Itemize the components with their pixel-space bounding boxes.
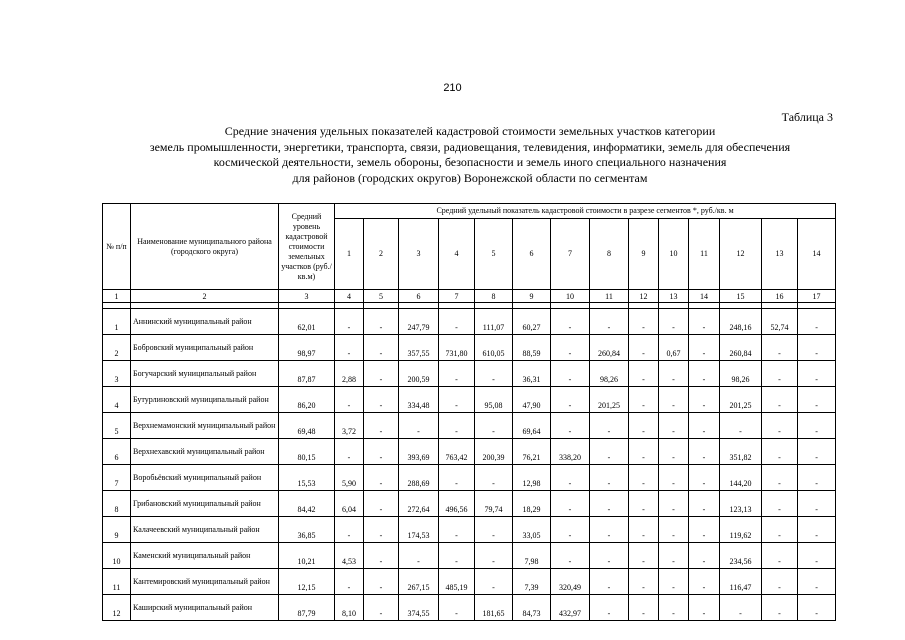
segment-value: - (590, 465, 629, 491)
segment-value: 2,88 (335, 361, 364, 387)
segment-value: - (364, 595, 399, 621)
column-number-3: 3 (279, 290, 335, 303)
segment-header-3: 3 (399, 219, 439, 290)
segment-value: 260,84 (590, 335, 629, 361)
segment-value: - (629, 517, 659, 543)
segment-value: - (659, 387, 689, 413)
segment-value: - (689, 335, 720, 361)
row-number: 11 (103, 569, 131, 595)
segment-value: 357,55 (399, 335, 439, 361)
segment-value: - (364, 309, 399, 335)
segment-value: 763,42 (439, 439, 475, 465)
district-name: Каменский муниципальный район (131, 543, 279, 569)
segment-value: 731,80 (439, 335, 475, 361)
segment-value: - (439, 595, 475, 621)
average-value: 98,97 (279, 335, 335, 361)
segment-value: - (364, 387, 399, 413)
segment-value: - (629, 491, 659, 517)
segment-value: 4,53 (335, 543, 364, 569)
segment-value: - (629, 309, 659, 335)
title-line: для районов (городских округов) Воронежской области по сегментам (292, 170, 648, 185)
district-name: Воробьёвский муниципальный район (131, 465, 279, 491)
row-number: 12 (103, 595, 131, 621)
segment-value: - (762, 569, 798, 595)
average-value: 15,53 (279, 465, 335, 491)
segment-value: - (551, 387, 590, 413)
table-row (103, 413, 836, 439)
segment-value: 351,82 (720, 439, 762, 465)
district-name: Калачеевский муниципальный район (131, 517, 279, 543)
segment-value: - (399, 543, 439, 569)
segment-value: - (439, 309, 475, 335)
segment-value: 7,98 (513, 543, 551, 569)
segment-value: - (689, 309, 720, 335)
segment-value: 200,39 (475, 439, 513, 465)
column-number-16: 16 (762, 290, 798, 303)
segment-header-4: 4 (439, 219, 475, 290)
segment-value: - (798, 569, 836, 595)
segment-value: - (439, 387, 475, 413)
segment-value: 95,08 (475, 387, 513, 413)
segment-value: - (659, 543, 689, 569)
segment-value: 248,16 (720, 309, 762, 335)
segment-header-11: 11 (689, 219, 720, 290)
segment-value: 123,13 (720, 491, 762, 517)
segment-value: - (798, 439, 836, 465)
row-number: 10 (103, 543, 131, 569)
column-number-2: 2 (131, 290, 279, 303)
segment-value: 201,25 (720, 387, 762, 413)
column-number-17: 17 (798, 290, 836, 303)
row-number: 2 (103, 335, 131, 361)
segment-value: - (659, 465, 689, 491)
table-row (103, 361, 836, 387)
segment-value: - (551, 413, 590, 439)
segment-value: 36,31 (513, 361, 551, 387)
district-name: Бобровский муниципальный район (131, 335, 279, 361)
segment-value: - (762, 335, 798, 361)
segment-header-1: 1 (335, 219, 364, 290)
segment-value: - (798, 361, 836, 387)
segment-header-7: 7 (551, 219, 590, 290)
segment-value: - (798, 387, 836, 413)
segment-value: - (629, 595, 659, 621)
segment-value: - (659, 439, 689, 465)
table-title (90, 124, 850, 186)
average-value: 80,15 (279, 439, 335, 465)
segment-value: - (475, 543, 513, 569)
segment-value: 374,55 (399, 595, 439, 621)
segment-value: 334,48 (399, 387, 439, 413)
segment-value: - (798, 465, 836, 491)
segment-value: 610,05 (475, 335, 513, 361)
segment-value: 201,25 (590, 387, 629, 413)
segment-value: 60,27 (513, 309, 551, 335)
table-row (103, 569, 836, 595)
segment-value: - (798, 595, 836, 621)
column-number-14: 14 (689, 290, 720, 303)
segment-value: 76,21 (513, 439, 551, 465)
segment-value: 432,97 (551, 595, 590, 621)
segment-value: - (364, 491, 399, 517)
segment-value: - (629, 335, 659, 361)
segment-value: - (439, 543, 475, 569)
segment-value: - (762, 439, 798, 465)
segment-value: 6,04 (335, 491, 364, 517)
segment-value: 5,90 (335, 465, 364, 491)
segment-value: 496,56 (439, 491, 475, 517)
segment-value: - (439, 361, 475, 387)
segment-value: - (551, 517, 590, 543)
segment-value: - (659, 517, 689, 543)
segment-value: 272,64 (399, 491, 439, 517)
segment-value: - (762, 491, 798, 517)
title-line: космической деятельности, земель обороны, безопасности и земель иного специального назначения (213, 155, 727, 169)
column-number-1: 1 (103, 290, 131, 303)
header-avg: Средний уровень кадастровой стоимости земельных участков (руб./кв.м) (279, 204, 335, 290)
segment-value: 98,26 (720, 361, 762, 387)
column-numbers-row (103, 290, 836, 303)
row-number: 7 (103, 465, 131, 491)
segment-value: 12,98 (513, 465, 551, 491)
segment-value: 338,20 (551, 439, 590, 465)
district-name: Грибановский муниципальный район (131, 491, 279, 517)
segment-value: - (689, 439, 720, 465)
segment-value: 234,56 (720, 543, 762, 569)
segment-value: - (689, 361, 720, 387)
average-value: 84,42 (279, 491, 335, 517)
segment-value: - (551, 335, 590, 361)
row-number: 5 (103, 413, 131, 439)
average-value: 62,01 (279, 309, 335, 335)
segment-value: 88,59 (513, 335, 551, 361)
segment-value: - (551, 361, 590, 387)
segment-value: - (590, 439, 629, 465)
segment-value: - (629, 413, 659, 439)
column-number-12: 12 (629, 290, 659, 303)
segment-value: - (798, 491, 836, 517)
column-number-15: 15 (720, 290, 762, 303)
segment-value: 200,59 (399, 361, 439, 387)
segment-value: - (659, 491, 689, 517)
segment-value: - (659, 309, 689, 335)
title-line: земель промышленности, энергетики, транспорта, связи, радиовещания, телевидения, информатики, земель для обеспечения (149, 139, 791, 154)
average-value: 86,20 (279, 387, 335, 413)
segment-value: 8,10 (335, 595, 364, 621)
segment-value: - (551, 309, 590, 335)
segment-value: - (475, 465, 513, 491)
segment-value: - (798, 413, 836, 439)
segment-header-5: 5 (475, 219, 513, 290)
segment-value: 33,05 (513, 517, 551, 543)
row-number: 8 (103, 491, 131, 517)
segment-value: - (364, 413, 399, 439)
segment-value: 119,62 (720, 517, 762, 543)
average-value: 10,21 (279, 543, 335, 569)
segment-value: 3,72 (335, 413, 364, 439)
cadastral-value-table (102, 203, 836, 621)
segment-value: - (762, 595, 798, 621)
district-name: Аннинский муниципальный район (131, 309, 279, 335)
segment-value: 18,29 (513, 491, 551, 517)
segment-value: - (439, 465, 475, 491)
segment-value: - (475, 517, 513, 543)
column-number-4: 4 (335, 290, 364, 303)
segment-value: - (551, 465, 590, 491)
segment-value: 181,65 (475, 595, 513, 621)
segment-value: 247,79 (399, 309, 439, 335)
segment-value: - (364, 439, 399, 465)
column-number-6: 6 (399, 290, 439, 303)
segment-value: 111,07 (475, 309, 513, 335)
segment-value: - (590, 413, 629, 439)
segment-value: 79,74 (475, 491, 513, 517)
segment-value: - (689, 413, 720, 439)
segment-value: - (720, 413, 762, 439)
segment-value: - (364, 361, 399, 387)
average-value: 87,87 (279, 361, 335, 387)
table-row (103, 491, 836, 517)
table-header (103, 204, 836, 309)
table-label: Таблица 3 (781, 110, 833, 124)
segment-value: 288,69 (399, 465, 439, 491)
segment-value: - (590, 517, 629, 543)
segment-value: 69,64 (513, 413, 551, 439)
segment-value: 0,67 (659, 335, 689, 361)
segment-value: - (629, 569, 659, 595)
segment-value: - (798, 543, 836, 569)
segment-value: - (551, 491, 590, 517)
table-row (103, 543, 836, 569)
segment-value: - (364, 517, 399, 543)
segment-value: 116,47 (720, 569, 762, 595)
segment-value: - (659, 595, 689, 621)
district-name: Бутурлиновский муниципальный район (131, 387, 279, 413)
table-row (103, 439, 836, 465)
segment-value: - (475, 361, 513, 387)
district-name: Кантемировский муниципальный район (131, 569, 279, 595)
segment-value: - (762, 543, 798, 569)
column-number-10: 10 (551, 290, 590, 303)
column-number-7: 7 (439, 290, 475, 303)
average-value: 69,48 (279, 413, 335, 439)
column-number-13: 13 (659, 290, 689, 303)
segment-value: - (590, 491, 629, 517)
segment-value: - (689, 595, 720, 621)
segment-value: 485,19 (439, 569, 475, 595)
segment-value: 320,49 (551, 569, 590, 595)
segment-value: 267,15 (399, 569, 439, 595)
segment-value: - (762, 465, 798, 491)
segment-value: - (399, 413, 439, 439)
table-body (103, 309, 836, 621)
segment-value: - (590, 569, 629, 595)
segment-value: 84,73 (513, 595, 551, 621)
district-name: Богучарский муниципальный район (131, 361, 279, 387)
segment-value: - (629, 361, 659, 387)
segment-value: - (335, 335, 364, 361)
segment-value: 260,84 (720, 335, 762, 361)
segment-value: 52,74 (762, 309, 798, 335)
segment-value: - (689, 387, 720, 413)
row-number: 4 (103, 387, 131, 413)
row-number: 9 (103, 517, 131, 543)
header-name: Наименование муниципального района (городского округа) (131, 204, 279, 290)
segment-value: - (798, 335, 836, 361)
segment-value: 7,39 (513, 569, 551, 595)
segment-value: - (364, 335, 399, 361)
segment-value: - (629, 387, 659, 413)
segment-value: - (798, 517, 836, 543)
segment-value: - (439, 413, 475, 439)
district-name: Каширский муниципальный район (131, 595, 279, 621)
segment-header-10: 10 (659, 219, 689, 290)
segment-value: - (590, 309, 629, 335)
segment-header-12: 12 (720, 219, 762, 290)
segment-header-6: 6 (513, 219, 551, 290)
segment-value: 144,20 (720, 465, 762, 491)
segment-value: - (720, 595, 762, 621)
segment-value: 393,69 (399, 439, 439, 465)
segment-value: - (335, 517, 364, 543)
table-row (103, 517, 836, 543)
header-segments: Средний удельный показатель кадастровой стоимости в разрезе сегментов *, руб./кв. м (335, 204, 836, 219)
district-name: Верхнемамонский муниципальный район (131, 413, 279, 439)
segment-value: - (364, 465, 399, 491)
segment-value: - (659, 569, 689, 595)
segment-value: - (475, 413, 513, 439)
segment-value: - (629, 465, 659, 491)
segment-value: - (689, 465, 720, 491)
segment-value: 47,90 (513, 387, 551, 413)
segment-value: - (629, 543, 659, 569)
row-number: 6 (103, 439, 131, 465)
row-number: 1 (103, 309, 131, 335)
segment-value: - (590, 543, 629, 569)
segment-value: - (629, 439, 659, 465)
segment-value: 98,26 (590, 361, 629, 387)
district-name: Верхнехавский муниципальный район (131, 439, 279, 465)
segment-value: - (689, 517, 720, 543)
segment-value: - (762, 387, 798, 413)
title-line: Средние значения удельных показателей кадастровой стоимости земельных участков категории (224, 124, 716, 138)
segment-value: - (364, 569, 399, 595)
segment-value: - (659, 361, 689, 387)
segment-value: - (364, 543, 399, 569)
segment-value: - (762, 361, 798, 387)
table-row (103, 309, 836, 335)
segment-value: - (689, 569, 720, 595)
page-number: 210 (443, 82, 462, 94)
segment-value: - (762, 517, 798, 543)
segment-value: - (689, 491, 720, 517)
column-number-9: 9 (513, 290, 551, 303)
table-row (103, 335, 836, 361)
segment-header-8: 8 (590, 219, 629, 290)
table-row (103, 465, 836, 491)
average-value: 36,85 (279, 517, 335, 543)
column-number-8: 8 (475, 290, 513, 303)
average-value: 87,79 (279, 595, 335, 621)
column-number-5: 5 (364, 290, 399, 303)
segment-value: - (335, 309, 364, 335)
segment-value: - (798, 309, 836, 335)
segment-header-14: 14 (798, 219, 836, 290)
segment-value: - (590, 595, 629, 621)
segment-value: - (335, 439, 364, 465)
segment-header-13: 13 (762, 219, 798, 290)
segment-value: - (475, 569, 513, 595)
column-number-11: 11 (590, 290, 629, 303)
segment-value: - (439, 517, 475, 543)
table-row (103, 387, 836, 413)
segment-value: - (689, 543, 720, 569)
segment-value: 174,53 (399, 517, 439, 543)
header-num: № п/п (103, 204, 131, 290)
segment-value: - (551, 543, 590, 569)
average-value: 12,15 (279, 569, 335, 595)
segment-value: - (659, 413, 689, 439)
segment-value: - (335, 569, 364, 595)
segment-header-9: 9 (629, 219, 659, 290)
table-row (103, 595, 836, 621)
row-number: 3 (103, 361, 131, 387)
segment-value: - (762, 413, 798, 439)
segment-header-2: 2 (364, 219, 399, 290)
segment-value: - (335, 387, 364, 413)
